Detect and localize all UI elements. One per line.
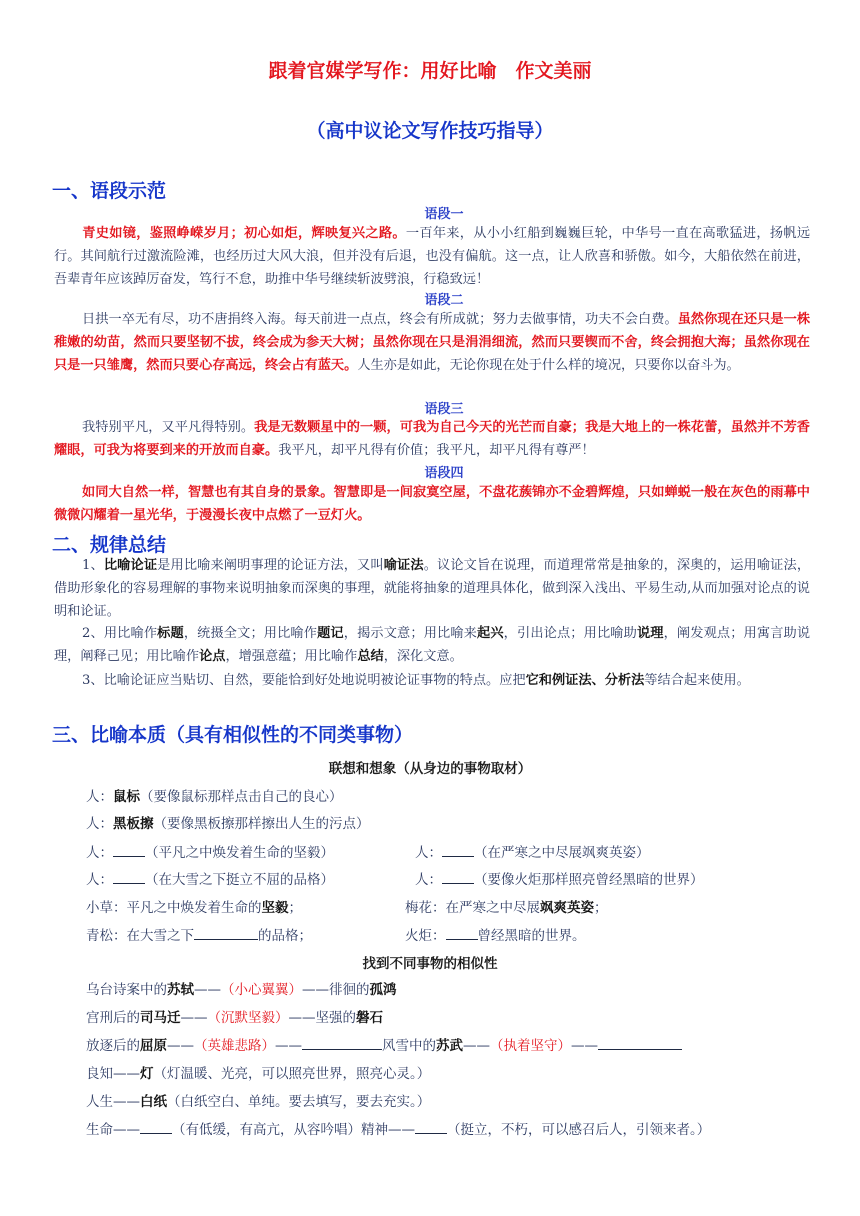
fill-row-torch [415, 868, 704, 888]
row-keyword: 坚毅 [261, 900, 289, 916]
row-keyword: 白纸 [140, 1094, 167, 1110]
answer-row-grass [86, 896, 302, 916]
row-prefix: 青松：在大雪之下 [86, 928, 194, 944]
summary-point-1 [54, 554, 810, 623]
row-text: 风雪中的 [382, 1038, 436, 1054]
segment-3-highlight: 我是无数颗星中的一颗，可我为自己今天的光芒而自豪；我是大地上的一株花蕾，虽然并不芳香耀眼，可我为将要到来的开放而自豪。 [54, 420, 810, 458]
example-row-mouse [86, 785, 343, 805]
summary-1-text-b: 。议论文旨在说理，而道理常常是抽象的，深奥的，运用喻证法，借助形象化的容易理解的事物来说明抽象而深奥的事理，就能将抽象的道理具体化，做到深入浅出、平易生动,从而加强对论点的说明和论证。 [54, 558, 811, 619]
row-trait: （小心翼翼） [221, 982, 302, 998]
segment-1-highlight: 青史如镜，鉴照峥嵘岁月；初心如炬，辉映复兴之路。 [82, 226, 406, 241]
row-explanation: ； [594, 900, 608, 916]
fill-in-blank[interactable] [113, 842, 145, 857]
fill-in-blank[interactable] [446, 925, 478, 940]
summary-3-term: 它和例证法、分析法 [525, 673, 645, 688]
row-explanation: ； [288, 900, 302, 916]
row-prefix: 生命—— [86, 1122, 140, 1138]
row-explanation: （白纸空白、单纯。要去填写，要去充实。） [167, 1094, 431, 1110]
similarity-row-simaqian [86, 1006, 383, 1026]
row-prefix: 宫刑后的 [86, 1010, 140, 1026]
segment-3-text-a: 我特别平凡，又平凡得特别。 [82, 420, 255, 435]
fill-in-blank[interactable] [415, 1119, 447, 1134]
row-dash: ——坚强的 [288, 1010, 356, 1026]
section-heading-examples: 一、语段示范 [52, 180, 167, 202]
summary-3-text-b: 等结合起来使用。 [644, 673, 750, 688]
segment-1-text: 一百年来，从小小红船到巍巍巨轮，中华号一直在高歌猛进，扬帆远行。其间航行过激流险滩，也经历过大风大浪，但并没有后退，也没有偏航。这一点，让人欣喜和骄傲。如今，大船依然在前进，吾辈青年应该踔厉奋发，笃行不怠，助推中华号继续斩波劈浪，行稳致远！ [54, 226, 811, 287]
summary-2-text-e: ，阐发观点；用寓言助说理，阐释己见；用比喻作 [54, 626, 811, 664]
row-prefix: 放逐后的 [86, 1038, 140, 1054]
summary-2-text-a: 2、用比喻作 [82, 626, 158, 641]
row-prefix: 人生—— [86, 1094, 140, 1110]
summary-point-3 [54, 668, 810, 693]
row-explanation: （要像鼠标那样点击自己的良心） [140, 789, 343, 805]
summary-2-text-b: ，统摄全文；用比喻作 [183, 626, 318, 641]
similarity-row-sushi [86, 978, 397, 998]
row-dash: —— [571, 1038, 598, 1054]
row-prefix: 人： [415, 845, 442, 861]
summary-1-number: 1、 [82, 558, 104, 573]
row-keyword: 屈原 [140, 1038, 167, 1054]
row-keyword: 司马迁 [140, 1010, 181, 1026]
summary-1-term: 比喻论证 [103, 558, 158, 573]
row-trait: （英雄悲路） [194, 1038, 275, 1054]
row-prefix: 人： [415, 872, 442, 888]
fill-in-blank[interactable] [442, 842, 474, 857]
row-text: （有低缓，有高亢，从容吟唱）精神—— [172, 1122, 415, 1138]
association-subheading: 联想和想象（从身边的事物取材） [328, 761, 532, 777]
row-prefix: 小草：平凡之中焕发着生命的 [86, 900, 262, 916]
fill-in-blank[interactable] [140, 1119, 172, 1134]
row-explanation: 曾经黑暗的世界。 [477, 928, 586, 944]
segment-label-4: 语段四 [424, 466, 464, 481]
summary-2-term-2: 题记 [317, 626, 344, 641]
row-image: 磐石 [356, 1010, 383, 1026]
row-keyword: 黑板擦 [113, 816, 154, 832]
row-prefix: 人： [86, 845, 113, 861]
row-dash: —— [167, 1038, 194, 1054]
row-prefix: 乌台诗案中的 [86, 982, 167, 998]
fill-in-blank[interactable] [194, 925, 258, 940]
row-explanation: （在严寒之中尽展飒爽英姿） [474, 845, 650, 861]
summary-1-text-a: 是用比喻来阐明事理的论证方法，又叫 [157, 558, 384, 573]
row-keyword: 鼠标 [113, 789, 140, 805]
row-trait-2: （执着坚守） [490, 1038, 571, 1054]
summary-2-term-1: 标题 [157, 626, 184, 641]
row-dash: —— [194, 982, 221, 998]
similarity-row-life [86, 1090, 430, 1110]
similarity-row-spirit [86, 1118, 710, 1138]
segment-2-text-b: 人生亦是如此，无论你现在处于什么样的境况，只要你以奋斗为。 [357, 358, 740, 373]
row-explanation: （灯温暖、光亮，可以照亮世界，照亮心灵。） [153, 1066, 431, 1082]
segment-label-2: 语段二 [424, 293, 464, 308]
answer-row-plum [405, 896, 608, 916]
fill-in-blank[interactable] [113, 869, 145, 884]
fill-in-blank[interactable] [442, 869, 474, 884]
fill-row-pine [86, 868, 334, 888]
row-explanation: （挺立，不朽，可以感召后人，引领来者。） [447, 1122, 711, 1138]
summary-2-term-5: 论点 [199, 649, 226, 664]
row-prefix: 梅花：在严寒之中尽展 [405, 900, 540, 916]
similarity-subheading: 找到不同事物的相似性 [362, 956, 498, 972]
summary-2-term-6: 总结 [357, 649, 384, 664]
section-heading-essence: 三、比喻本质（具有相似性的不同类事物） [52, 724, 414, 746]
row-keyword-2: 苏武 [436, 1038, 463, 1054]
segment-paragraph-3 [54, 416, 810, 462]
summary-point-2 [54, 622, 810, 668]
similarity-row-conscience [86, 1062, 430, 1082]
row-explanation: （要像黑板擦那样擦出人生的污点） [153, 816, 370, 832]
summary-1-term-2: 喻证法 [383, 558, 424, 573]
answer-row-torch [405, 924, 586, 944]
row-prefix: 人： [86, 789, 113, 805]
segment-2-text-a: 日拱一卒无有尽，功不唐捐终入海。每天前进一点点，终会有所成就；努力去做事情，功夫不会白费。 [82, 312, 678, 327]
summary-2-text-d: ，引出论点；用比喻助 [503, 626, 637, 641]
row-prefix: 人： [86, 872, 113, 888]
segment-4-highlight: 如同大自然一样，智慧也有其自身的景象。智慧即是一间寂寞空屋，不盘花蔟锦亦不金碧辉煌，只如蝉蜕一般在灰色的雨幕中微微闪耀着一星光华，于漫漫长夜中点燃了一豆灯火。 [54, 485, 810, 523]
example-row-eraser [86, 812, 370, 832]
segment-label-3: 语段三 [424, 402, 464, 417]
row-trait: （沉默坚毅） [207, 1010, 289, 1026]
segment-paragraph-2 [54, 308, 810, 377]
segment-3-text-b: 我平凡，却平凡得有价值；我平凡，却平凡得有尊严！ [278, 443, 595, 458]
fill-row-plum [415, 841, 650, 861]
page-title: 跟着官媒学写作：用好比喻 作文美丽 [268, 60, 592, 82]
row-dash: —— [180, 1010, 208, 1026]
row-dash: ——徘徊的 [302, 982, 370, 998]
row-explanation: 的品格； [258, 928, 312, 944]
row-prefix: 良知—— [86, 1066, 140, 1082]
row-dash: —— [463, 1038, 490, 1054]
row-keyword: 灯 [140, 1066, 154, 1082]
fill-row-grass [86, 841, 334, 861]
row-keyword: 苏轼 [167, 982, 194, 998]
summary-2-term-4: 说理 [636, 626, 664, 641]
row-prefix: 人： [86, 816, 113, 832]
row-keyword: 飒爽英姿 [540, 900, 594, 916]
segment-label-1: 语段一 [424, 207, 464, 222]
summary-3-text-a: 3、比喻论证应当贴切、自然，要能恰到好处地说明被论证事物的特点。应把 [82, 673, 526, 688]
answer-row-pine [86, 924, 312, 944]
summary-2-text-g: ，深化文意。 [383, 649, 463, 664]
segment-2-highlight: 虽然你现在还只是一株稚嫩的幼苗，然而只要坚韧不拔，终会成为参天大树；虽然你现在只是涓涓细流，然而只要锲而不舍，终会拥抱大海；虽然你现在只是一只雏鹰，然而只要心存高远，终会占有蓝天。 [54, 312, 811, 373]
fill-in-blank[interactable] [302, 1035, 382, 1050]
segment-paragraph-1 [54, 222, 810, 291]
summary-2-text-c: ，揭示文意；用比喻来 [343, 626, 478, 641]
row-image: 孤鸿 [369, 982, 397, 998]
row-explanation: （要像火炬那样照亮曾经黑暗的世界） [474, 872, 704, 888]
summary-2-text-f: ，增强意蕴；用比喻作 [225, 649, 358, 664]
row-prefix: 火炬： [405, 928, 446, 944]
similarity-row-quyuan [86, 1034, 682, 1054]
page-subtitle: （高中议论文写作技巧指导） [306, 120, 554, 142]
row-explanation: （在大雪之下挺立不屈的品格） [145, 872, 334, 888]
section-heading-summary: 二、规律总结 [52, 534, 167, 556]
summary-2-term-3: 起兴 [477, 626, 504, 641]
row-dash: —— [275, 1038, 302, 1054]
row-explanation: （平凡之中焕发着生命的坚毅） [145, 845, 334, 861]
segment-paragraph-4 [54, 481, 810, 527]
fill-in-blank[interactable] [598, 1035, 682, 1050]
